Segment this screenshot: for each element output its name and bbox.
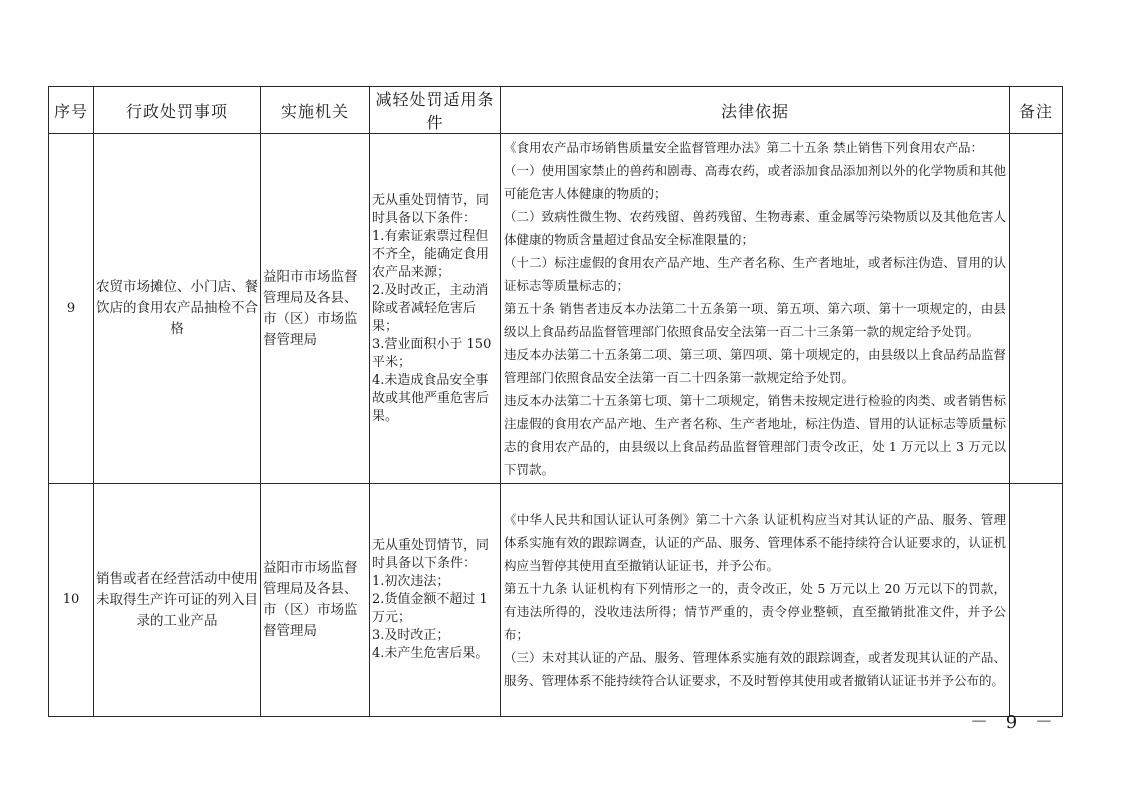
condition-line: 2.及时改正，主动消除或者减轻危害后果； — [372, 282, 489, 334]
header-enforcement-agency: 实施机关 — [261, 87, 370, 134]
row-legal-basis — [501, 134, 1010, 484]
law-paragraph: 第五十九条 认证机构有下列情形之一的，责令改正，处 5 万元以上 20 万元以下的罚款，有违法所得的，没收违法所得；情节严重的，责令停业整顿，直至撤销批准文件，并予公布； — [504, 581, 1006, 642]
header-penalty-item: 行政处罚事项 — [94, 87, 261, 134]
condition-line: 3.营业面积小于 150 平米； — [372, 336, 492, 370]
table-row — [49, 484, 1063, 717]
condition-line: 1.初次违法； — [372, 574, 450, 589]
page-number: － 9 － — [970, 712, 1059, 733]
law-paragraph: 《食用农产品市场销售质量安全监督管理办法》第二十五条 禁止销售下列食用农产品： — [504, 140, 983, 155]
row-serial-number: 9 — [49, 134, 94, 484]
condition-line: 4.未产生危害后果。 — [372, 646, 489, 661]
penalty-table — [48, 86, 1063, 717]
header-serial-number: 序号 — [49, 87, 94, 134]
row-penalty-item: 销售或者在经营活动中使用未取得生产许可证的列入目录的工业产品 — [94, 484, 261, 717]
row-enforcement-agency: 益阳市市场监督管理局及各县、市（区）市场监督管理局 — [261, 134, 370, 484]
condition-line: 无从重处罚情节，同时具备以下条件： — [372, 538, 490, 571]
law-paragraph: （三）未对其认证的产品、服务、管理体系实施有效的跟踪调查，或者发现其认证的产品、服务、管理体系不能持续符合认证要求，不及时暂停其使用或者撤销认证证书并予公布的。 — [504, 650, 1006, 688]
row-enforcement-agency: 益阳市市场监督管理局及各县、市（区）市场监督管理局 — [261, 484, 370, 717]
header-mitigation-conditions: 减轻处罚适用条件 — [370, 87, 501, 134]
row-legal-basis — [501, 484, 1010, 717]
row-penalty-item: 农贸市场摊位、小门店、餐饮店的食用农产品抽检不合格 — [94, 134, 261, 484]
law-paragraph: 违反本办法第二十五条第二项、第三项、第四项、第十项规定的，由县级以上食品药品监督管理部门依照食品安全法第一百二十四条第一款规定给予处罚。 — [504, 347, 1006, 385]
condition-line: 3.及时改正； — [372, 628, 450, 643]
table-row — [49, 134, 1063, 484]
condition-line: 2.货值金额不超过 1 万元； — [372, 592, 488, 625]
row-remarks — [1010, 484, 1063, 717]
row-serial-number: 10 — [49, 484, 94, 717]
law-paragraph: 违反本办法第二十五条第七项、第十二项规定，销售未按规定进行检验的肉类、或者销售标注虚假的食用农产品产地、生产者名称、生产者地址，标注伪造、冒用的认证标志等质量标志的食用农产品的，由县级以上食品药品监督管理部门责令改正，处 1 万元以上 3 万元以下罚款。 — [504, 393, 1006, 477]
row-mitigation-conditions — [370, 484, 501, 717]
law-paragraph: （二）致病性微生物、农药残留、兽药残留、生物毒素、重金属等污染物质以及其他危害人体健康的物质含量超过食品安全标准限量的； — [504, 209, 1006, 247]
law-paragraph: 《中华人民共和国认证认可条例》第二十六条 认证机构应当对其认证的产品、服务、管理体系实施有效的跟踪调查，认证的产品、服务、管理体系不能持续符合认证要求的，认证机构应当暂停其使用直至撤销认证证书，并予公布。 — [504, 512, 1006, 573]
header-remarks: 备注 — [1010, 87, 1063, 134]
condition-line: 无从重处罚情节，同时具备以下条件： — [372, 192, 490, 226]
law-paragraph: （十二）标注虚假的食用农产品产地、生产者名称、生产者地址，或者标注伪造、冒用的认证标志等质量标志的； — [504, 255, 1006, 293]
condition-line: 4.未造成食品安全事故或其他严重危害后果。 — [372, 372, 490, 424]
header-legal-basis: 法律依据 — [501, 87, 1010, 134]
condition-line: 1.有索证索票过程但不齐全，能确定食用农产品来源； — [372, 228, 490, 280]
row-remarks — [1010, 134, 1063, 484]
row-mitigation-conditions — [370, 134, 501, 484]
law-paragraph: （一）使用国家禁止的兽药和剧毒、高毒农药，或者添加食品添加剂以外的化学物质和其他可能危害人体健康的物质的； — [504, 163, 1006, 201]
law-paragraph: 第五十条 销售者违反本办法第二十五条第一项、第五项、第六项、第十一项规定的，由县级以上食品药品监督管理部门依照食品安全法第一百二十三条第一款的规定给予处罚。 — [504, 301, 1006, 339]
table-header-row — [49, 87, 1063, 134]
